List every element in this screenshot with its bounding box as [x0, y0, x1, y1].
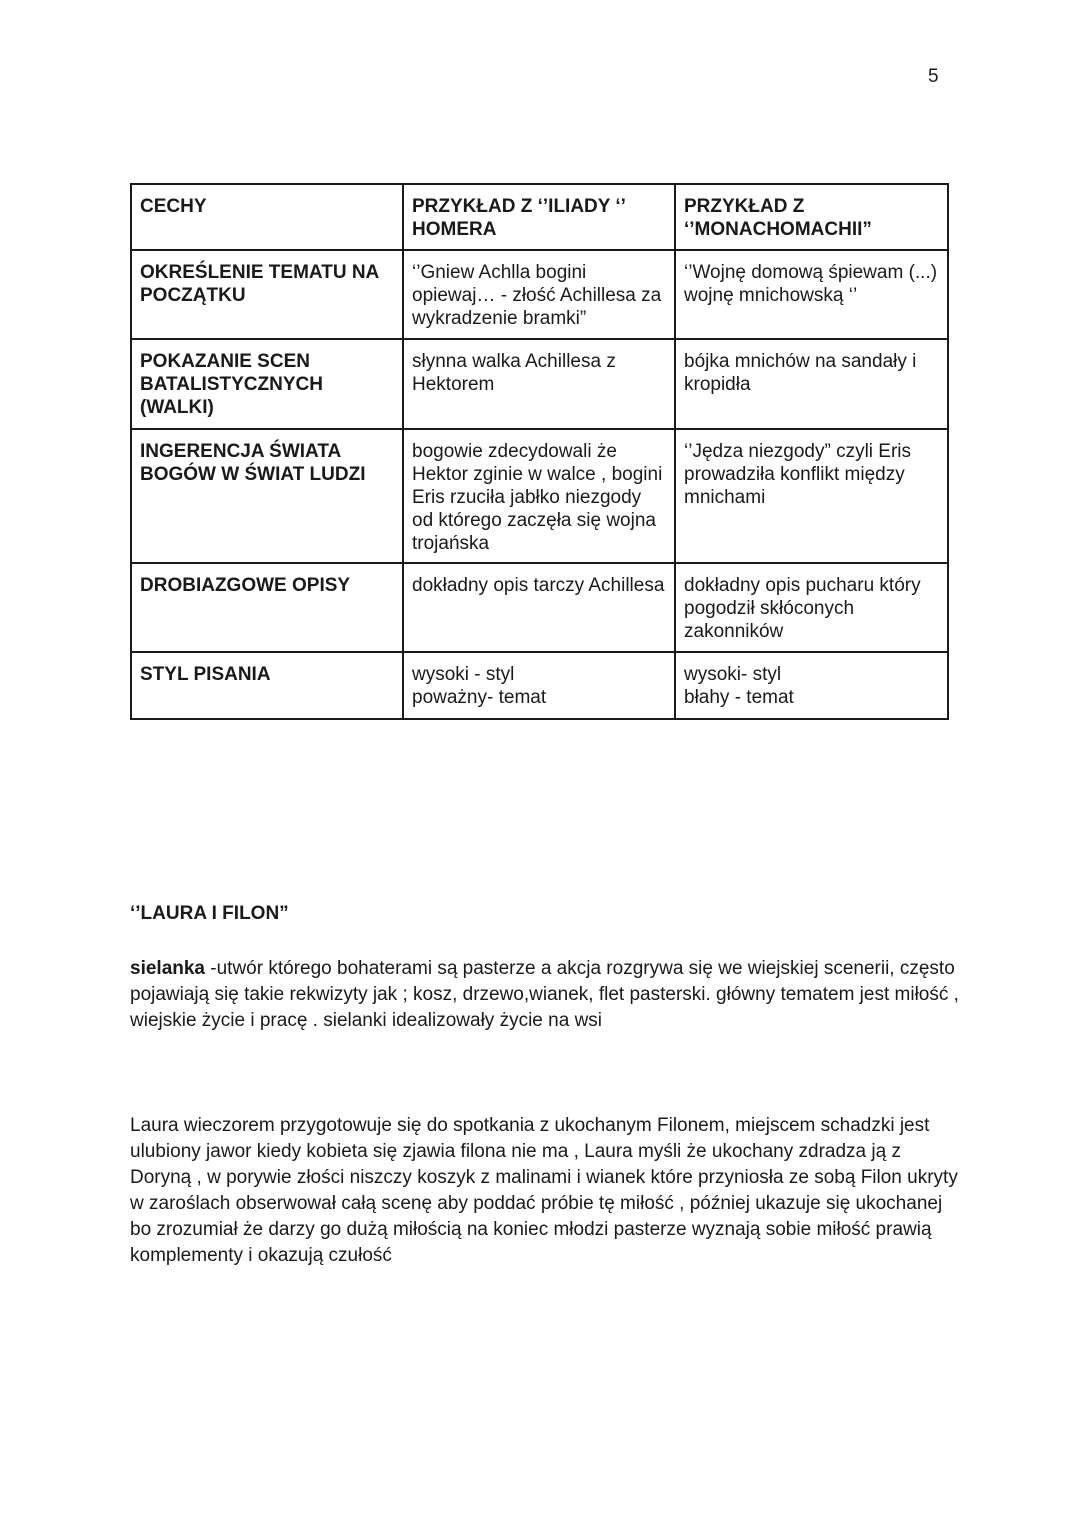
monachomachia-cell: ‘’Wojnę domową śpiewam (...) wojnę mnichowską ‘’	[675, 250, 948, 339]
comparison-table	[130, 183, 949, 720]
table-header-row	[131, 184, 948, 250]
section-title: ‘’LAURA I FILON”	[130, 903, 289, 924]
table-row	[131, 652, 948, 719]
plot-summary-paragraph: Laura wieczorem przygotowuje się do spotkania z ukochanym Filonem, miejscem schadzki jest ulubiony jawor kiedy kobieta się zjawia filona nie ma , Laura myśli że ukochany zdradza ją z Doryną , w porywie złości niszczy koszyk z malinami i wianek które przyniosła ze sobą Filon ukryty w zaroślach obserwował całą scenę aby poddać próbie tę miłość , później ukazuje się ukochanej bo zrozumiał że darzy go dużą miłością na koniec młodzi pasterze wyznają sobie miłość prawią komplementy i okazują czułość	[130, 1115, 958, 1266]
table-row	[131, 429, 948, 563]
feature-cell: POKAZANIE SCEN BATALISTYCZNYCH (WALKI)	[131, 339, 403, 429]
iliad-cell: dokładny opis tarczy Achillesa	[403, 563, 675, 652]
monachomachia-cell: ‘’Jędza niezgody” czyli Eris prowadziła konflikt między mnichami	[675, 429, 948, 563]
table-row	[131, 250, 948, 339]
feature-cell: DROBIAZGOWE OPISY	[131, 563, 403, 652]
definition-paragraph	[130, 956, 960, 1034]
iliad-cell: ‘’Gniew Achlla bogini opiewaj… - złość Achillesa za wykradzenie bramki”	[403, 250, 675, 339]
iliad-cell: bogowie zdecydowali że Hektor zginie w walce , bogini Eris rzuciła jabłko niezgody od którego zaczęła się wojna trojańska	[403, 429, 675, 563]
monachomachia-cell: bójka mnichów na sandały i kropidła	[675, 339, 948, 429]
iliad-cell: słynna walka Achillesa z Hektorem	[403, 339, 675, 429]
definition-term: sielanka	[130, 958, 205, 979]
feature-cell: INGERENCJA ŚWIATA BOGÓW W ŚWIAT LUDZI	[131, 429, 403, 563]
table-row	[131, 339, 948, 429]
monachomachia-cell: wysoki- styl błahy - temat	[675, 652, 948, 719]
table-row	[131, 563, 948, 652]
iliad-cell: wysoki - styl poważny- temat	[403, 652, 675, 719]
definition-text: -utwór którego bohaterami są pasterze a akcja rozgrywa się we wiejskiej scenerii, często pojawiają się takie rekwizyty jak ; kosz, drzewo,wianek, flet pasterski. główny tematem jest miłość , wiejskie życie i pracę . sielanki idealizowały życie na wsi	[130, 958, 959, 1031]
header-cell-feature: CECHY	[131, 184, 403, 250]
page-number: 5	[928, 66, 939, 87]
header-cell-iliad: PRZYKŁAD Z ‘’ILIADY ‘’ HOMERA	[403, 184, 675, 250]
feature-cell: OKREŚLENIE TEMATU NA POCZĄTKU	[131, 250, 403, 339]
feature-cell: STYL PISANIA	[131, 652, 403, 719]
header-cell-monachomachia: PRZYKŁAD Z ‘’MONACHOMACHII”	[675, 184, 948, 250]
monachomachia-cell: dokładny opis pucharu który pogodził skłóconych zakonników	[675, 563, 948, 652]
